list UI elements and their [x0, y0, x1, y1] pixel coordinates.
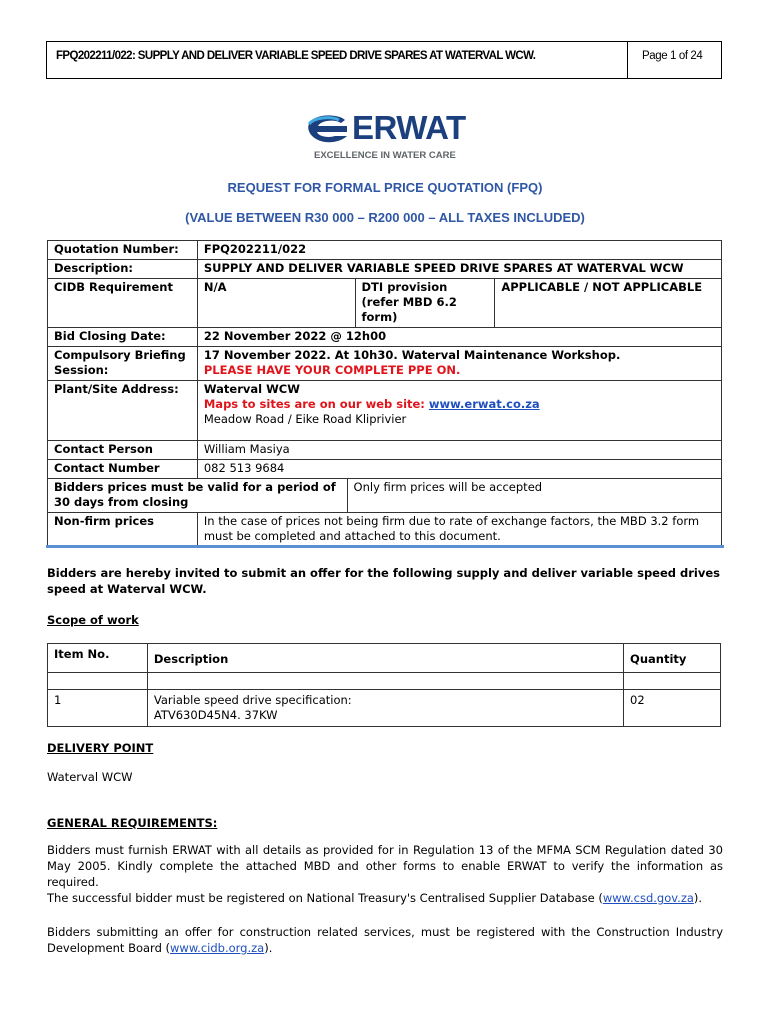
closing-date-label: Bid Closing Date: [48, 328, 198, 347]
table-row [48, 381, 722, 441]
cidb-link[interactable]: www.cidb.org.za [170, 941, 265, 955]
logo-wordmark: ERWAT [352, 109, 466, 146]
general-paragraph-3: Bidders submitting an offer for construction related services, must be registered with the Construction Industry Development Board (www.cidb.org.za). [47, 925, 723, 955]
validity-label: Bidders prices must be valid for a period of 30 days from closing [48, 479, 348, 513]
briefing-label: Compulsory Briefing Session: [48, 347, 198, 381]
erwat-swoosh-icon [305, 114, 349, 144]
address-label: Plant/Site Address: [48, 381, 198, 441]
maps-line [204, 397, 715, 412]
contact-number-value: 082 513 9684 [197, 460, 721, 479]
scope-header-quantity: Quantity [624, 644, 721, 673]
document-subtitle: (VALUE BETWEEN R30 000 – R200 000 – ALL TAXES INCLUDED) [185, 210, 585, 225]
erwat-website-link[interactable]: www.erwat.co.za [428, 397, 540, 411]
table-row [48, 279, 722, 328]
address-road: Meadow Road / Eike Road Kliprivier [203, 412, 407, 426]
invitation-text: Bidders are hereby invited to submit an offer for the following supply and deliver variable speed drives speed at Waterval WCW. [47, 566, 721, 596]
address-plant: Waterval WCW [203, 382, 300, 396]
quotation-number-value: FPQ202211/022 [197, 241, 721, 260]
table-row [48, 328, 722, 347]
closing-date-value: 22 November 2022 @ 12h00 [197, 328, 721, 347]
table-row [48, 460, 722, 479]
table-row [48, 441, 722, 460]
delivery-value: Waterval WCW [47, 770, 133, 784]
ppe-notice: PLEASE HAVE YOUR COMPLETE PPE ON. [203, 363, 461, 377]
contact-person-value: William Masiya [197, 441, 721, 460]
dti-label: DTI provision (refer MBD 6.2 form) [355, 279, 495, 328]
contact-number-label: Contact Number [48, 460, 198, 479]
table-row [48, 260, 722, 279]
description-label: Description: [48, 260, 198, 279]
nonfirm-label: Non-firm prices [48, 513, 198, 547]
description-value: SUPPLY AND DELIVER VARIABLE SPEED DRIVE SPARES AT WATERVAL WCW [197, 260, 721, 279]
general-heading: GENERAL REQUIREMENTS: [47, 816, 218, 830]
table-row [48, 690, 721, 727]
delivery-heading: DELIVERY POINT [47, 741, 154, 755]
scope-header-description: Description [147, 644, 623, 673]
general-paragraph-1: Bidders must furnish ERWAT with all details as provided for in Regulation 13 of the MFMA SCM Regulation dated 30 May 2005. Kindly complete the attached MBD and other forms to enable ERWAT to verify the information as required. [47, 843, 723, 889]
briefing-cell [197, 347, 721, 381]
cidb-label: CIDB Requirement [48, 279, 198, 328]
scope-header-item: Item No. [48, 644, 148, 673]
scope-heading: Scope of work [47, 613, 139, 627]
quotation-info-table [47, 240, 722, 547]
header-reference: FPQ202211/022: SUPPLY AND DELIVER VARIABLE SPEED DRIVE SPARES AT WATERVAL WCW. [56, 50, 536, 62]
address-cell [197, 381, 721, 441]
general-paragraph-2: The successful bidder must be registered on National Treasury's Centralised Supplier Database (www.csd.gov.za). [47, 891, 703, 905]
nonfirm-value: In the case of prices not being firm due to rate of exchange factors, the MBD 3.2 form must be completed and attached to this document. [197, 513, 721, 547]
table-row [48, 241, 722, 260]
page-header [46, 41, 722, 79]
scope-table [47, 643, 721, 727]
csd-link[interactable]: www.csd.gov.za [602, 891, 694, 905]
contact-person-label: Contact Person [48, 441, 198, 460]
table-row [48, 673, 721, 690]
table-row [48, 644, 721, 673]
maps-text: Maps to sites are on our web site: [203, 397, 429, 411]
table-row [48, 347, 722, 381]
document-title: REQUEST FOR FORMAL PRICE QUOTATION (FPQ) [227, 180, 543, 195]
logo-tagline: EXCELLENCE IN WATER CARE [314, 150, 456, 161]
quotation-number-label: Quotation Number: [48, 241, 198, 260]
dti-value: APPLICABLE / NOT APPLICABLE [495, 279, 722, 328]
cidb-value: N/A [197, 279, 355, 328]
table-row [48, 479, 722, 513]
section-divider [46, 545, 724, 548]
table-row [48, 513, 722, 547]
validity-value: Only firm prices will be accepted [347, 479, 721, 513]
page-number: Page 1 of 24 [627, 42, 721, 78]
erwat-logo [305, 109, 475, 166]
scope-item-quantity: 02 [624, 690, 721, 727]
scope-item-description: Variable speed drive specification: ATV630D45N4. 37KW [147, 690, 623, 727]
scope-item-number: 1 [48, 690, 148, 727]
briefing-value: 17 November 2022. At 10h30. Waterval Maintenance Workshop. [203, 348, 621, 362]
